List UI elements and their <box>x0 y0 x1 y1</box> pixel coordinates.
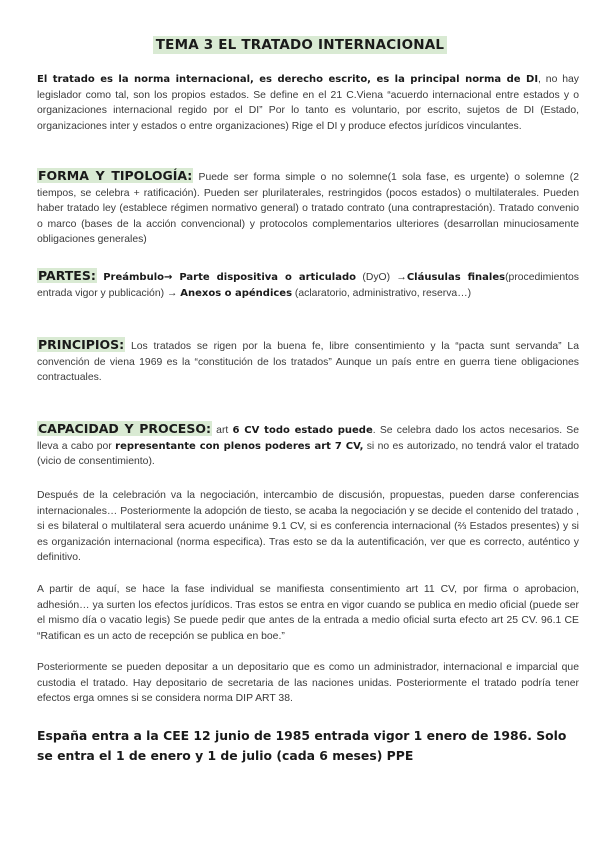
intro-text: , no hay legislador como tal, son los propios estados. Se define en el 21 C.Viena “acuerdo internacional entre estados y o organizaciones internacional regido por el DI” Por lo tanto es voluntario, por escrito, sujetos de DI (Estado, organizaciones inter y estados o entre organizaciones) Rige el DI y produce efectos jurídicos vinculantes. <box>37 74 579 132</box>
page-title-text: TEMA 3 EL TRATADO INTERNACIONAL <box>153 36 447 54</box>
partes-paragraph <box>37 268 579 301</box>
despues-paragraph: Después de la celebración va la negociación, intercambio de discusión, propuestas, pueden darse conferencias internacionales… Posteriormente la adopción de tiesto, se acaba la negociación y se decide el contenido del tratado , si es bilateral o multilateral sera acuerdo unánime 9.1 CV, si es conferencia internacional (⅔ Estados presentes) y si es organización internacional (norma especifica). Tras esto se da la autentificación, ver que es correcto, auténtico y definitivo. <box>37 490 579 563</box>
partes-part6: (aclaratorio, administrativo, reserva…) <box>292 287 472 299</box>
forma-text: Puede ser forma simple o no solemne(1 sola fase, es urgente) o solemne (2 tiempos, se celebra + ratificación). Pueden ser plurilaterales, restringidos (pocos estados) o multilaterales. Pueden haber tratado ley (establece régimen normativo general) o tratado contrato (una contraprestación). Tratado convenio o marco (bases de la acción convencional) y protocolos complementarios ulteriores (desarrollan minuciosamente obligaciones generales) <box>37 172 579 245</box>
intro-bold: El tratado es la norma internacional, es derecho escrito, es la principal norma de DI <box>37 74 539 85</box>
forma-paragraph <box>37 168 579 248</box>
principios-heading: PRINCIPIOS: <box>38 337 125 352</box>
partes-heading: PARTES: <box>38 268 96 283</box>
capacidad-b2: representante con plenos poderes art 7 CV, <box>115 440 364 452</box>
forma-heading: FORMA Y TIPOLOGÍA: <box>38 168 193 183</box>
partes-part3: Cláusulas finales <box>406 272 506 283</box>
capacidad-t3: si no es autorizado, no tendrá valor el tratado (vicio de consentimiento). <box>37 440 580 467</box>
posteriormente-paragraph: Posteriormente se pueden depositar a un depositario que es como un administrador, internacional e imparcial que custodia el tratado. Hay depositario de secretaria de las naciones unidas. Posteriormente el tratado podría tener efectos erga omnes si se considera norma DIP ART 38. <box>37 662 579 704</box>
partes-part1: Preámbulo→ Parte dispositiva o articulado <box>103 272 356 283</box>
capacidad-t1: art <box>211 425 233 436</box>
page-title <box>0 37 600 53</box>
capacidad-heading: CAPACIDAD Y PROCESO: <box>38 421 211 436</box>
capacidad-t2: . Se celebra dado los actos necesarios. Se lleva a cabo por <box>37 425 580 452</box>
principios-paragraph <box>37 337 579 386</box>
capacidad-b1: 6 CV todo estado puede <box>232 425 373 436</box>
principios-text: Los tratados se rigen por la buena fe, libre consentimiento y la “pacta sunt servanda” La convención de viena 1969 es la “constitución de los tratados” Aunque un país entre en guerra tiene obligaciones contractuales. <box>37 341 579 383</box>
partes-part2: (DyO) → <box>355 272 407 283</box>
partes-part4: (procedimientos entrada vigor y publicación) → <box>37 272 579 299</box>
final-paragraph: España entra a la CEE 12 junio de 1985 entrada vigor 1 enero de 1986. Solo se entra el 1 de enero y 1 de julio (cada 6 meses) PPE <box>37 728 567 763</box>
partes-part5: Anexos o apéndices <box>180 287 293 299</box>
capacidad-paragraph <box>37 421 579 470</box>
intro-paragraph <box>37 72 579 134</box>
apartir-paragraph: A partir de aquí, se hace la fase individual se manifiesta consentimiento art 11 CV, por firma o aprobacion, adhesión… ya surten los efectos jurídicos. Tras estos se entra en vigor cuando se publica en medio oficial (puede ser el mismo día o vacatio legis) Se puede pedir que antes de la entrada a medio oficial surta efecto art 25 CV. 96.1 CE “Ratifican es un acto de recepción se publica en boe.” <box>37 584 579 642</box>
